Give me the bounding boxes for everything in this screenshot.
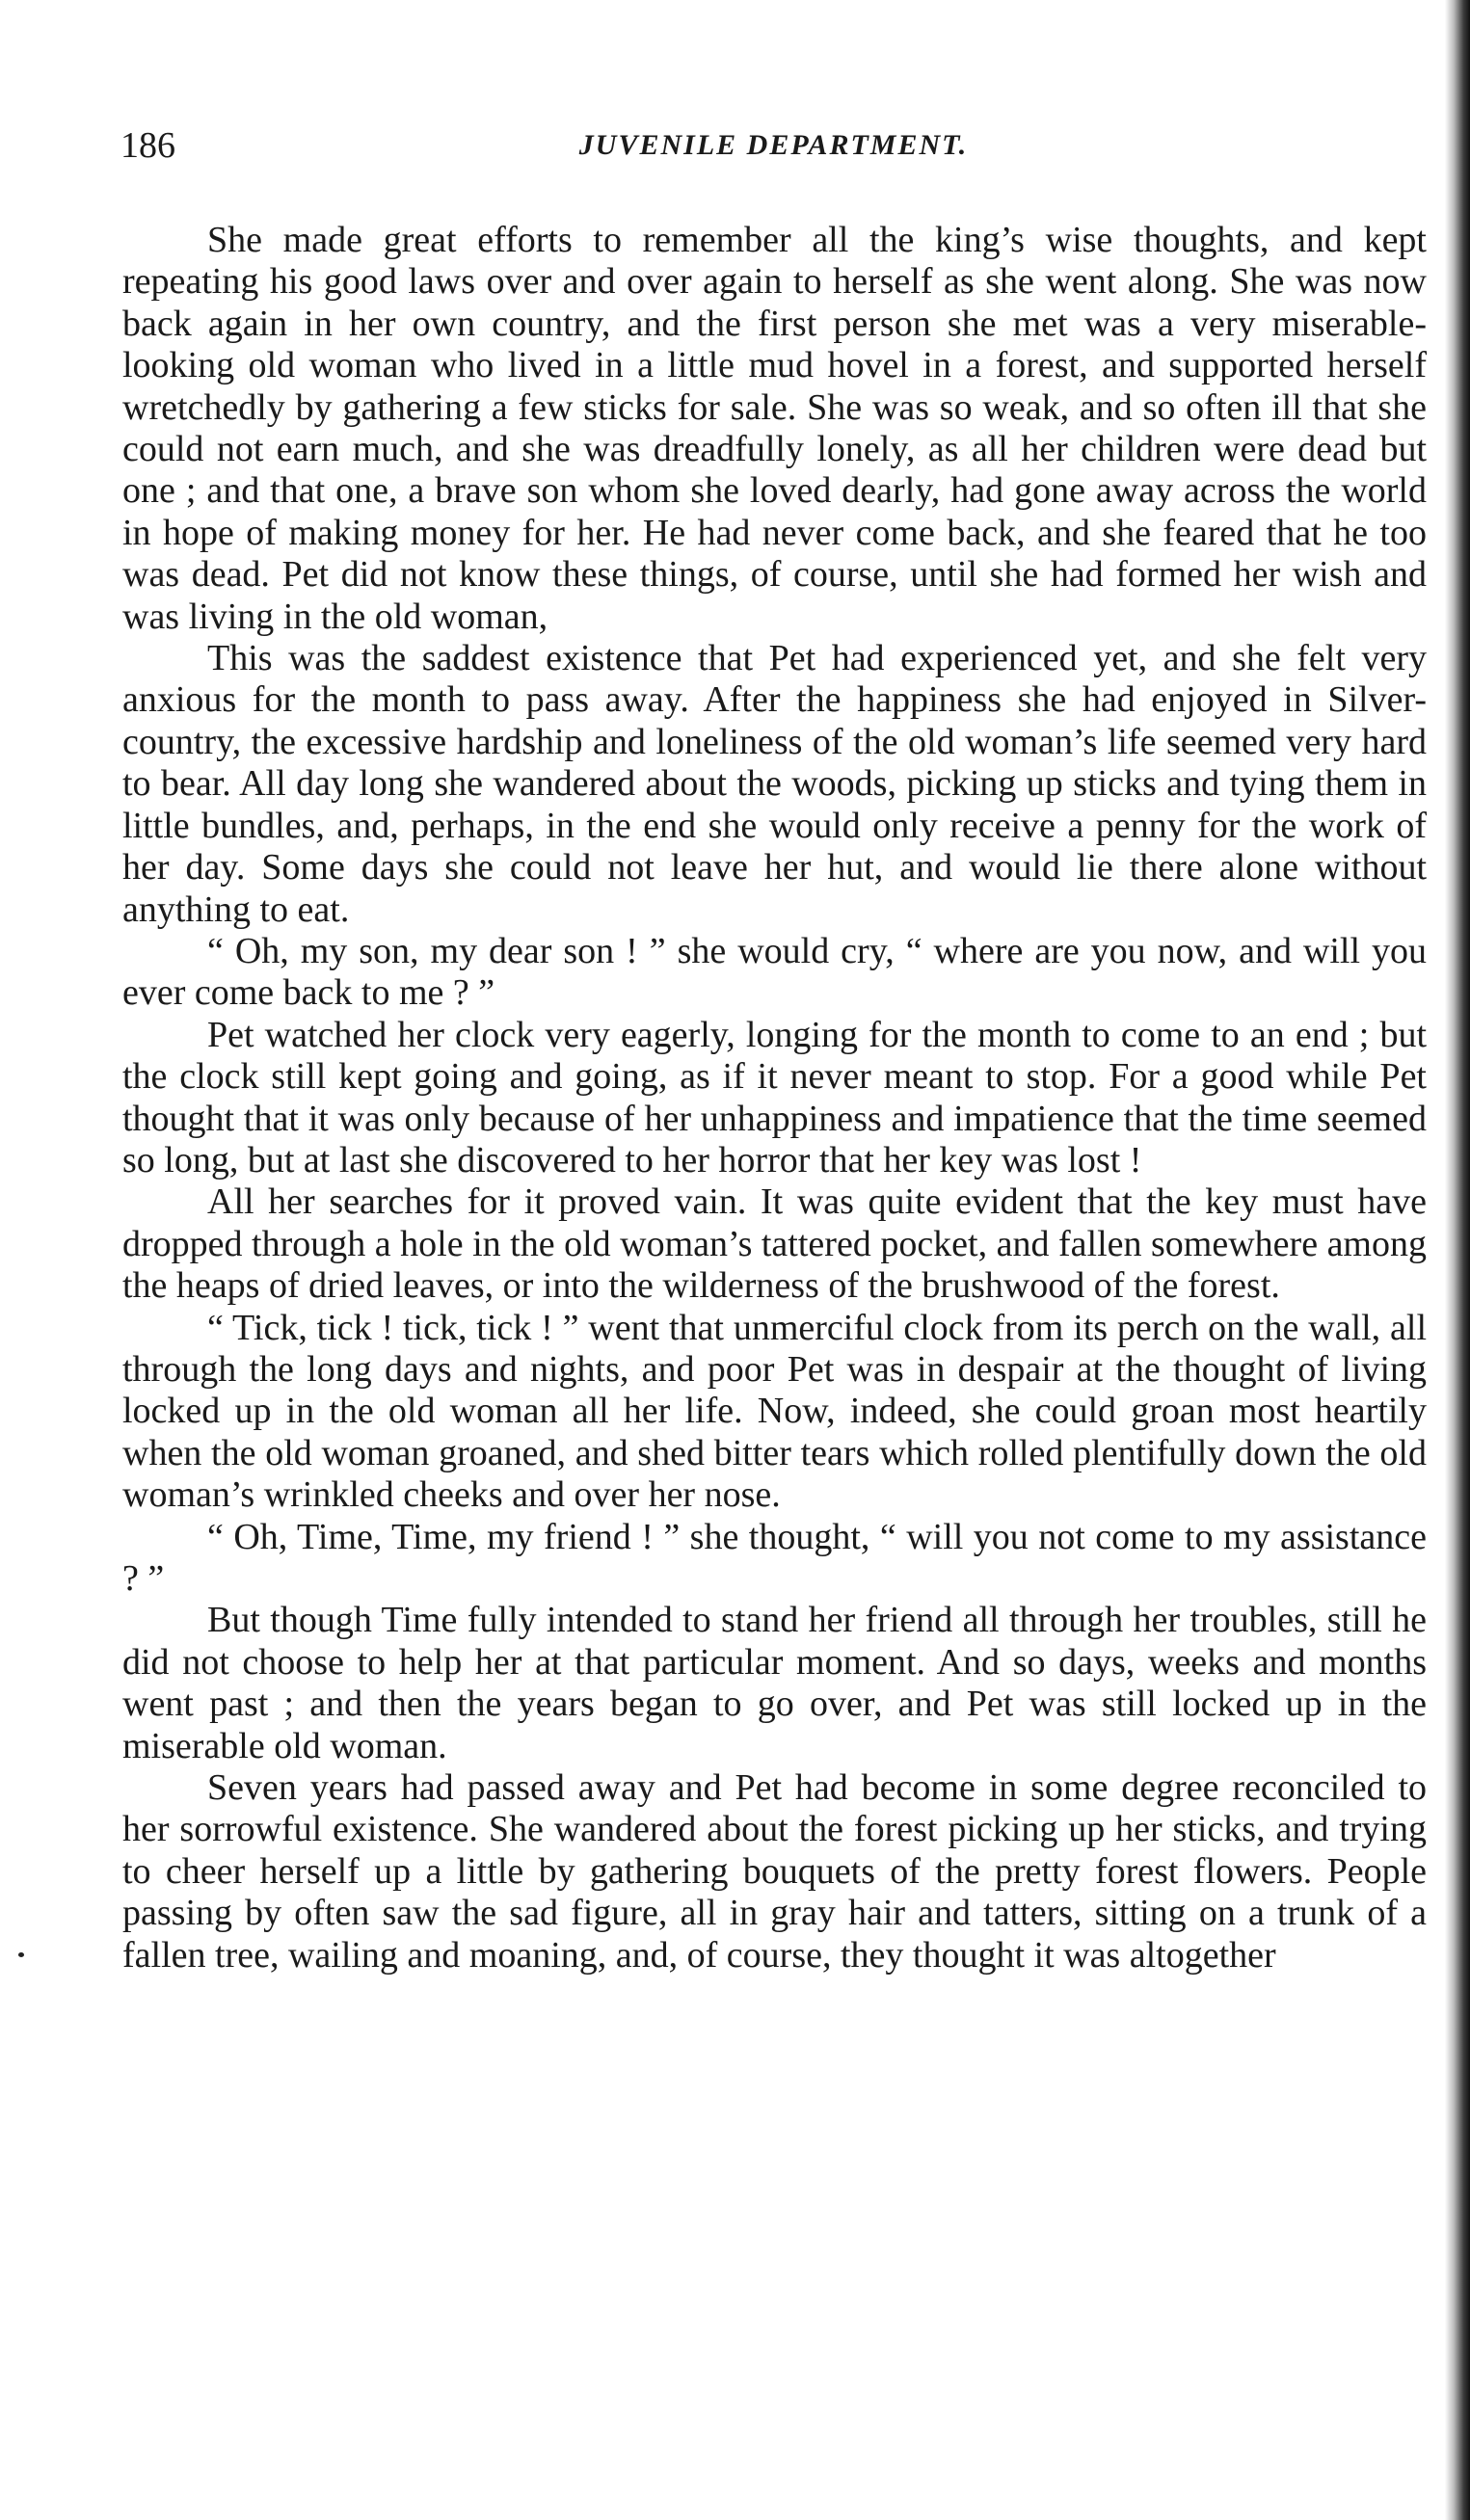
paragraph: “ Oh, my son, my dear son ! ” she would cry, “ where are you now, and will you ever come back to me ? ” [122, 930, 1427, 1014]
page-edge-shadow [1445, 0, 1470, 2520]
paragraph: Seven years had passed away and Pet had become in some degree reconciled to her sorrowful existence. She wandered about the forest picking up her sticks, and trying to cheer herself up a little by gathering bouquets of the pretty forest flowers. People passing by often saw the sad figure, all in gray hair and tatters, sitting on a trunk of a fallen tree, wailing and moaning, and, of course, they thought it was altogether [122, 1767, 1427, 1976]
running-head: JUVENILE DEPARTMENT. [578, 129, 969, 161]
body-text [122, 220, 1427, 1976]
page-header [120, 120, 1427, 171]
paragraph: This was the saddest existence that Pet had experienced yet, and she felt very anxious for the month to pass away. After the happiness she had enjoyed in Silver-country, the excessive hardship and loneliness of the old woman’s life seemed very hard to bear. All day long she wandered about the woods, picking up sticks and tying them in little bundles, and, perhaps, in the end she would only receive a penny for the work of her day. Some days she could not leave her hut, and would lie there alone without anything to eat. [122, 638, 1427, 930]
paragraph: She made great efforts to remember all the king’s wise thoughts, and kept repeating his good laws over and over again to herself as she went along. She was now back again in her own country, and the first person she met was a very miserable-looking old woman who lived in a little mud hovel in a forest, and supported herself wretchedly by gathering a few sticks for sale. She was so weak, and so often ill that she could not earn much, and she was dreadfully lonely, as all her children were dead but one ; and that one, a brave son whom she loved dearly, had gone away across the world in hope of making money for her. He had never come back, and she feared that he too was dead. Pet did not know these things, of course, until she had formed her wish and was living in the old woman, [122, 220, 1427, 637]
ink-speck [18, 1952, 24, 1957]
paragraph: Pet watched her clock very eagerly, longing for the month to come to an end ; but the clock still kept going and going, as if it never meant to stop. For a good while Pet thought that it was only because of her unhappiness and impatience that the time seemed so long, but at last she discovered to her horror that her key was lost ! [122, 1014, 1427, 1180]
page-number: 186 [120, 125, 175, 166]
paragraph: All her searches for it proved vain. It was quite evident that the key must have dropped through a hole in the old woman’s tattered pocket, and fallen somewhere among the heaps of dried leaves, or into the wilderness of the brushwood of the forest. [122, 1181, 1427, 1307]
paragraph: But though Time fully intended to stand her friend all through her troubles, still he did not choose to help her at that particular moment. And so days, weeks and months went past ; and then the years began to go over, and Pet was still locked up in the miserable old woman. [122, 1600, 1427, 1766]
paragraph: “ Tick, tick ! tick, tick ! ” went that unmerciful clock from its perch on the wall, all through the long days and nights, and poor Pet was in despair at the thought of living locked up in the old woman all her life. Now, indeed, she could groan most heartily when the old woman groaned, and shed bitter tears which rolled plentifully down the old woman’s wrinkled cheeks and over her nose. [122, 1307, 1427, 1516]
paragraph: “ Oh, Time, Time, my friend ! ” she thought, “ will you not come to my assistance ? ” [122, 1516, 1427, 1599]
